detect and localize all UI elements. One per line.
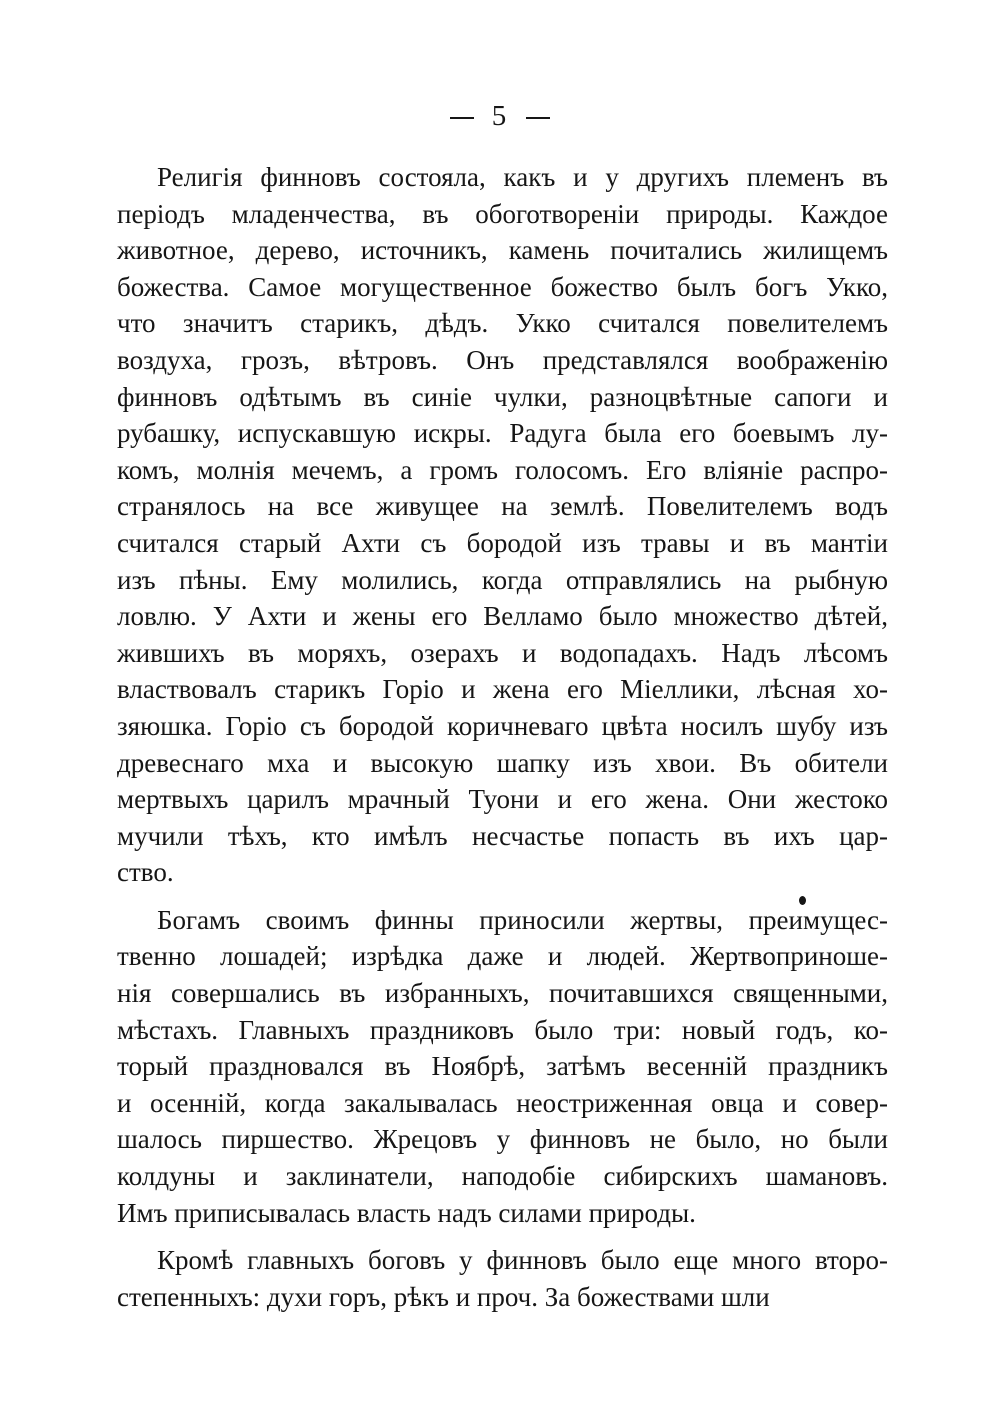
text-line: мучили тѣхъ, кто имѣлъ несчастье попасть въ ихъ цар- <box>117 820 888 851</box>
ink-speck <box>799 896 806 905</box>
text-line: древеснаго мха и высокую шапку изъ хвои. Въ обители <box>117 747 888 778</box>
body-text <box>117 159 888 1326</box>
paragraph <box>117 902 888 1231</box>
text-line: рубашку, испускавшую искры. Радуга была его боевымъ лу- <box>117 418 888 449</box>
text-line: періодъ младенчества, въ обоготвореніи природы. Каждое <box>117 198 888 229</box>
text-line: зяюшка. Горіо съ бородой коричневаго цвѣта носилъ шубу изъ <box>117 710 888 741</box>
text-line: нія совершались въ избранныхъ, почитавшихся священными, <box>117 978 888 1009</box>
text-line: мертвыхъ царилъ мрачный Туони и его жена. Они жестоко <box>117 784 888 815</box>
text-line: животное, дерево, источникъ, камень почитались жилищемъ <box>117 235 888 266</box>
text-line: считался старый Ахти съ бородой изъ травы и въ мантіи <box>117 527 888 558</box>
text-line: Богамъ своимъ финны приносили жертвы, преимущес- <box>157 904 888 935</box>
text-line: колдуны и заклинатели, наподобіе сибирскихъ шамановъ. <box>117 1161 888 1192</box>
text-line: степенныхъ: духи горъ, рѣкъ и проч. За божествами шли <box>117 1281 770 1312</box>
text-line: изъ пѣны. Ему молились, когда отправлялись на рыбную <box>117 564 888 595</box>
text-line: твенно лошадей; изрѣдка даже и людей. Жертвоприноше- <box>117 941 888 972</box>
text-line: и осенній, когда закалывалась неостриженная овца и совер- <box>117 1087 888 1118</box>
text-line: жившихъ въ моряхъ, озерахъ и водопадахъ. Надъ лѣсомъ <box>117 637 888 668</box>
text-line: властвовалъ старикъ Горіо и жена его Міеллики, лѣсная хо- <box>117 674 888 705</box>
text-line: ство. <box>117 857 174 888</box>
text-line: финновъ одѣтымъ въ синіе чулки, разноцвѣтные сапоги и <box>117 381 888 412</box>
text-line: что значитъ старикъ, дѣдъ. Укко считался повелителемъ <box>117 308 888 339</box>
paragraph <box>117 159 888 891</box>
text-line: торый праздновался въ Ноябрѣ, затѣмъ весенній праздникъ <box>117 1051 888 1082</box>
text-line: комъ, молнія мечемъ, а громъ голосомъ. Его вліяніе распро- <box>117 454 888 485</box>
text-line: Имъ приписывалась власть надъ силами природы. <box>117 1197 696 1228</box>
text-line: ловлю. У Ахти и жены его Велламо было множество дѣтей, <box>117 601 888 632</box>
text-line: божества. Самое могущественное божество былъ богъ Укко, <box>117 271 888 302</box>
text-line: странялось на все живущее на землѣ. Повелителемъ водъ <box>117 491 888 522</box>
paragraph <box>117 1242 888 1315</box>
text-line: Кромѣ главныхъ боговъ у финновъ было еще много второ- <box>157 1245 888 1276</box>
text-line: мѣстахъ. Главныхъ праздниковъ было три: новый годъ, ко- <box>117 1014 888 1045</box>
left-dash <box>450 117 474 119</box>
page-number-header <box>0 100 1000 133</box>
text-line: Религія финновъ состояла, какъ и у другихъ племенъ въ <box>157 162 888 192</box>
text-line: воздуха, грозъ, вѣтровъ. Онъ представлялся воображенію <box>117 344 888 375</box>
page-number: 5 <box>491 100 509 132</box>
right-dash <box>526 117 550 119</box>
text-line: шалось пиршество. Жрецовъ у финновъ не было, но были <box>117 1124 888 1155</box>
